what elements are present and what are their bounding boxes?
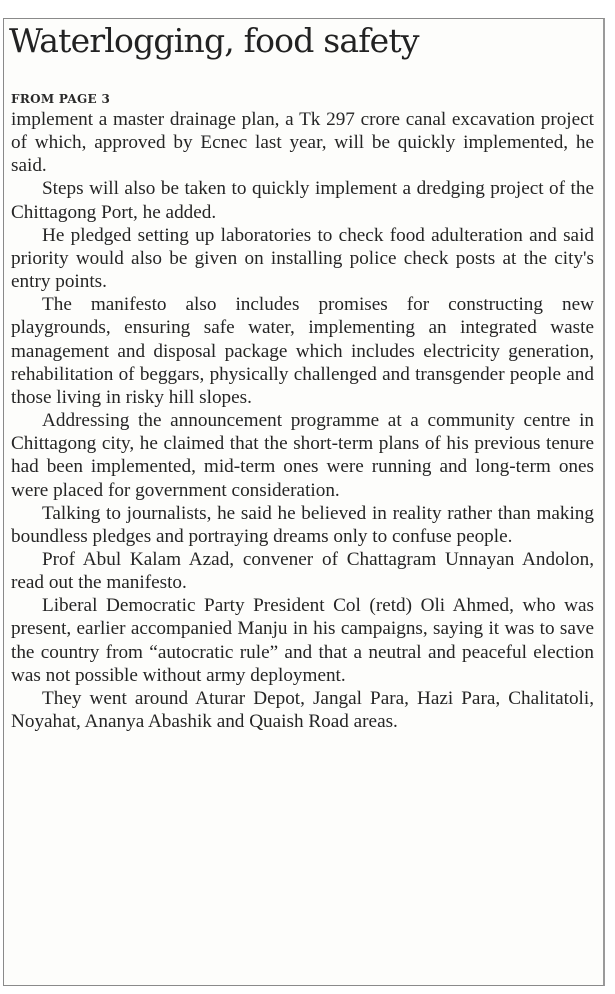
paragraph-3: He pledged setting up laboratories to check food adulteration and said priority would also be given on installing police check posts at the city's entry points. [11, 224, 594, 293]
paragraph-8: Liberal Democratic Party President Col (retd) Oli Ahmed, who was present, earlier accompanied Manju in his campaigns, saying it was to save the country from “autocratic rule” and that a neutral and peaceful election was not possible without army deployment. [11, 595, 594, 686]
headline: Waterlogging, food safety [9, 21, 419, 60]
paragraph-1: implement a master drainage plan, a Tk 297 crore canal excavation project of which, approved by Ecnec last year, will be quickly implemented, he said. [11, 109, 594, 177]
paragraph-4: The manifesto also includes promises for constructing new playgrounds, ensuring safe water, implementing an integrated waste management and disposal package which includes electricity generation, rehabilitation of beggars, physically challenged and transgender people and those living in risky hill slopes. [11, 294, 594, 408]
paragraph-5: Addressing the announcement programme at a community centre in Chittagong city, he claimed that the short-term plans of his previous tenure had been implemented, mid-term ones were running and long-term ones were placed for government consideration. [11, 410, 594, 501]
paragraph-6: Talking to journalists, he said he believed in reality rather than making boundless pledges and portraying dreams only to confuse people. [11, 502, 594, 547]
paragraph-7: Prof Abul Kalam Azad, convener of Chattagram Unnayan Andolon, read out the manifesto. [11, 548, 594, 594]
paragraph-2: Steps will also be taken to quickly implement a dredging project of the Chittagong Port, he added. [11, 178, 594, 223]
article-body [11, 108, 594, 733]
paragraph-9: They went around Aturar Depot, Jangal Para, Hazi Para, Chalitatoli, Noyahat, Ananya Abashik and Quaish Road areas. [11, 687, 594, 733]
continuation-label: FROM PAGE 3 [11, 92, 111, 106]
